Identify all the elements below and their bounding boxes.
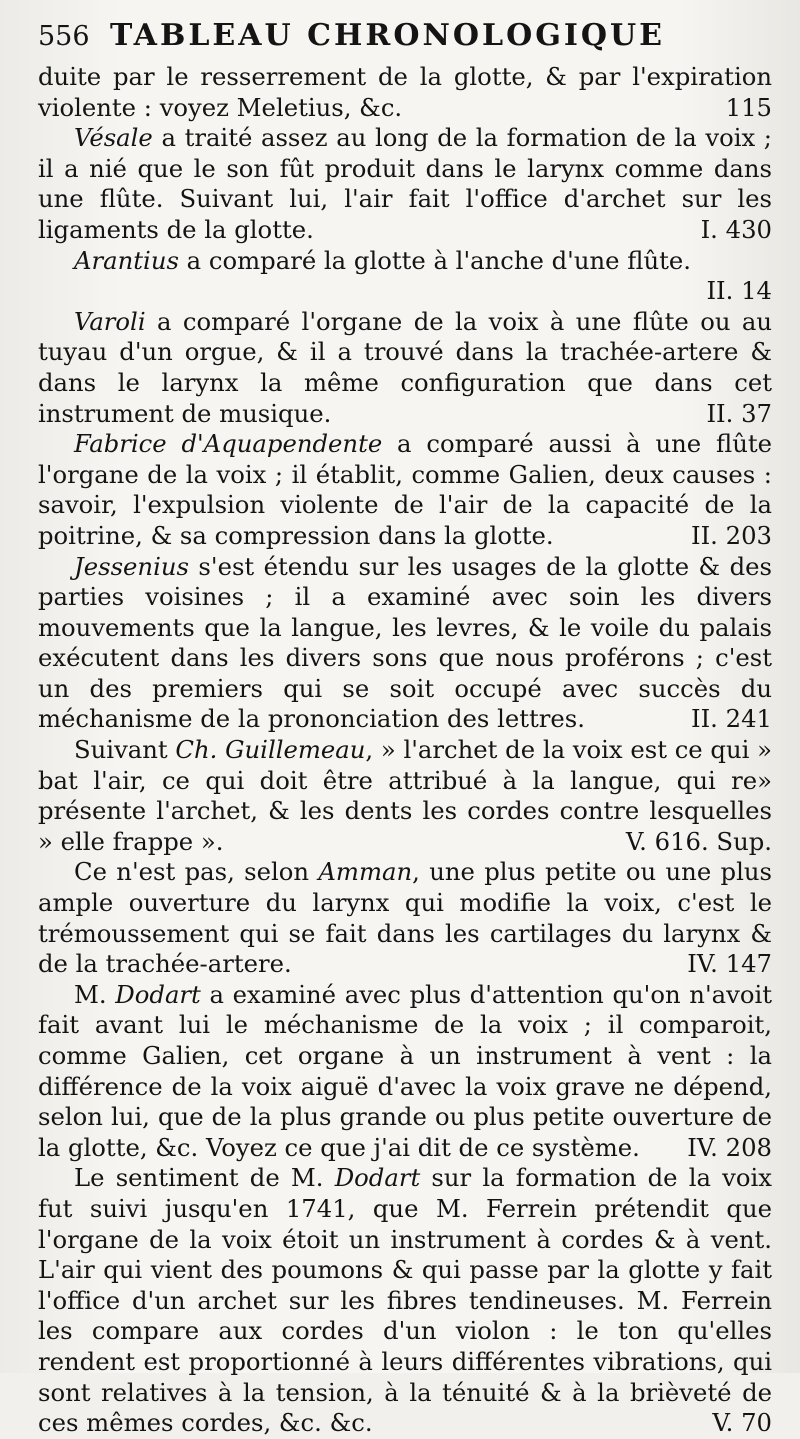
author-name: Vésale — [74, 123, 153, 153]
entry — [38, 735, 772, 857]
entry-prefix: Suivant — [74, 735, 176, 765]
volume-reference: V. 70 — [712, 1408, 772, 1438]
running-title: TABLEAU CHRONOLOGIQUE — [110, 18, 666, 53]
entry-text: sur la formation de la voix fut suivi jusqu'en 1741, que M. Ferrein prétendit que l'organe de la voix étoit un instrument à cordes & à vent. L'air qui vient des poumons & qui passe par la glotte y fait l'office d'un archet sur les fibres tendineuses. M. Ferrein les compare aux cordes d'un violon : le ton qu'elles rendent est proportionné à leurs différentes vibrations, qui sont relatives à la tension, à la ténuité & à la brièveté de ces mêmes cordes, &c. &c. — [38, 1163, 772, 1438]
volume-reference: IV. 208 — [687, 1132, 772, 1162]
author-name: Varoli — [74, 306, 146, 336]
body-text — [38, 62, 772, 1439]
author-name: Amman — [318, 857, 413, 887]
entry-text: duite par le resserrement de la glotte, & par l'expiration violente : voyez Meletius, &c. — [38, 62, 772, 122]
entry-text: s'est étendu sur les usages de la glotte & des parties voisines ; il a examiné avec soin les divers mouvements que la langue, les levres, & le voile du palais exécutent dans les divers sons que nous proférons ; c'est un des premiers qui se soit occupé avec succès du méchanisme de la prononciation des lettres. — [38, 551, 772, 734]
author-name: Arantius — [74, 245, 179, 275]
volume-reference: II. 37 — [706, 398, 772, 428]
volume-reference: V. 616. Sup. — [625, 826, 772, 856]
entry — [38, 62, 772, 123]
author-name: Dodart — [334, 1163, 421, 1193]
entry-text: a comparé l'organe de la voix à une flûte ou au tuyau d'un orgue, & il a trouvé dans la trachée-artere & dans le larynx la même configuration que dans cet instrument de musique. — [38, 306, 772, 428]
entry — [38, 980, 772, 1164]
volume-reference: 115 — [725, 92, 772, 122]
volume-reference: II. 14 — [706, 276, 772, 306]
author-name: Dodart — [115, 979, 201, 1009]
volume-reference: II. 203 — [690, 520, 772, 550]
entry-text: a traité assez au long de la formation de la voix ; il a nié que le son fût produit dans le larynx comme dans une flûte. Suivant lui, l'air fait l'office d'archet sur les ligaments de la glotte. — [38, 123, 772, 244]
entry — [38, 246, 772, 307]
entry — [38, 1163, 772, 1438]
entry-text: , une plus petite ou une plus ample ouverture du larynx qui modifie la voix, c'est le trémoussement qui se fait dans les cartilages du larynx & de la trachée-artere. — [38, 857, 772, 979]
volume-reference: I. 430 — [700, 214, 772, 244]
entry-text: a comparé la glotte à l'anche d'une flûte. — [178, 245, 691, 275]
author-name: Fabrice d'Aquapendente — [74, 429, 383, 459]
entry — [38, 123, 772, 245]
author-name: Ch. Guillemeau — [175, 735, 366, 765]
volume-reference: IV. 147 — [687, 949, 772, 979]
entry-prefix: M. — [74, 979, 116, 1009]
entry-text: a examiné avec plus d'attention qu'on n'avoit fait avant lui le méchanisme de la voix ; il comparoit, comme Galien, cet organe à un instrument à vent : la différence de la voix aiguë d'avec la voix grave ne dépend, selon lui, que de la plus grande ou plus petite ouverture de la glotte, &c. Voyez ce que j'ai dit de ce système. — [38, 979, 772, 1162]
page-number: 556 — [38, 21, 90, 52]
author-name: Jessenius — [74, 551, 189, 581]
entry-prefix: Ce n'est pas, selon — [74, 857, 319, 887]
entry — [38, 857, 772, 979]
entry-text: , » l'archet de la voix est ce qui » bat l'air, ce qui doit être attribué à la langue, qui re» présente l'archet, & les dents les cordes contre lesquelles » elle frappe ». — [38, 735, 772, 856]
entry-prefix: Le sentiment de M. — [74, 1163, 335, 1193]
page-header — [38, 18, 772, 62]
entry — [38, 307, 772, 429]
entry-text: a comparé aussi à une flûte l'organe de la voix ; il établit, comme Galien, deux causes : savoir, l'expulsion violente de l'air de la capacité de la poitrine, & sa compression dans la glotte. — [38, 429, 772, 550]
entry — [38, 429, 772, 551]
entry — [38, 552, 772, 736]
volume-reference: II. 241 — [690, 704, 772, 734]
